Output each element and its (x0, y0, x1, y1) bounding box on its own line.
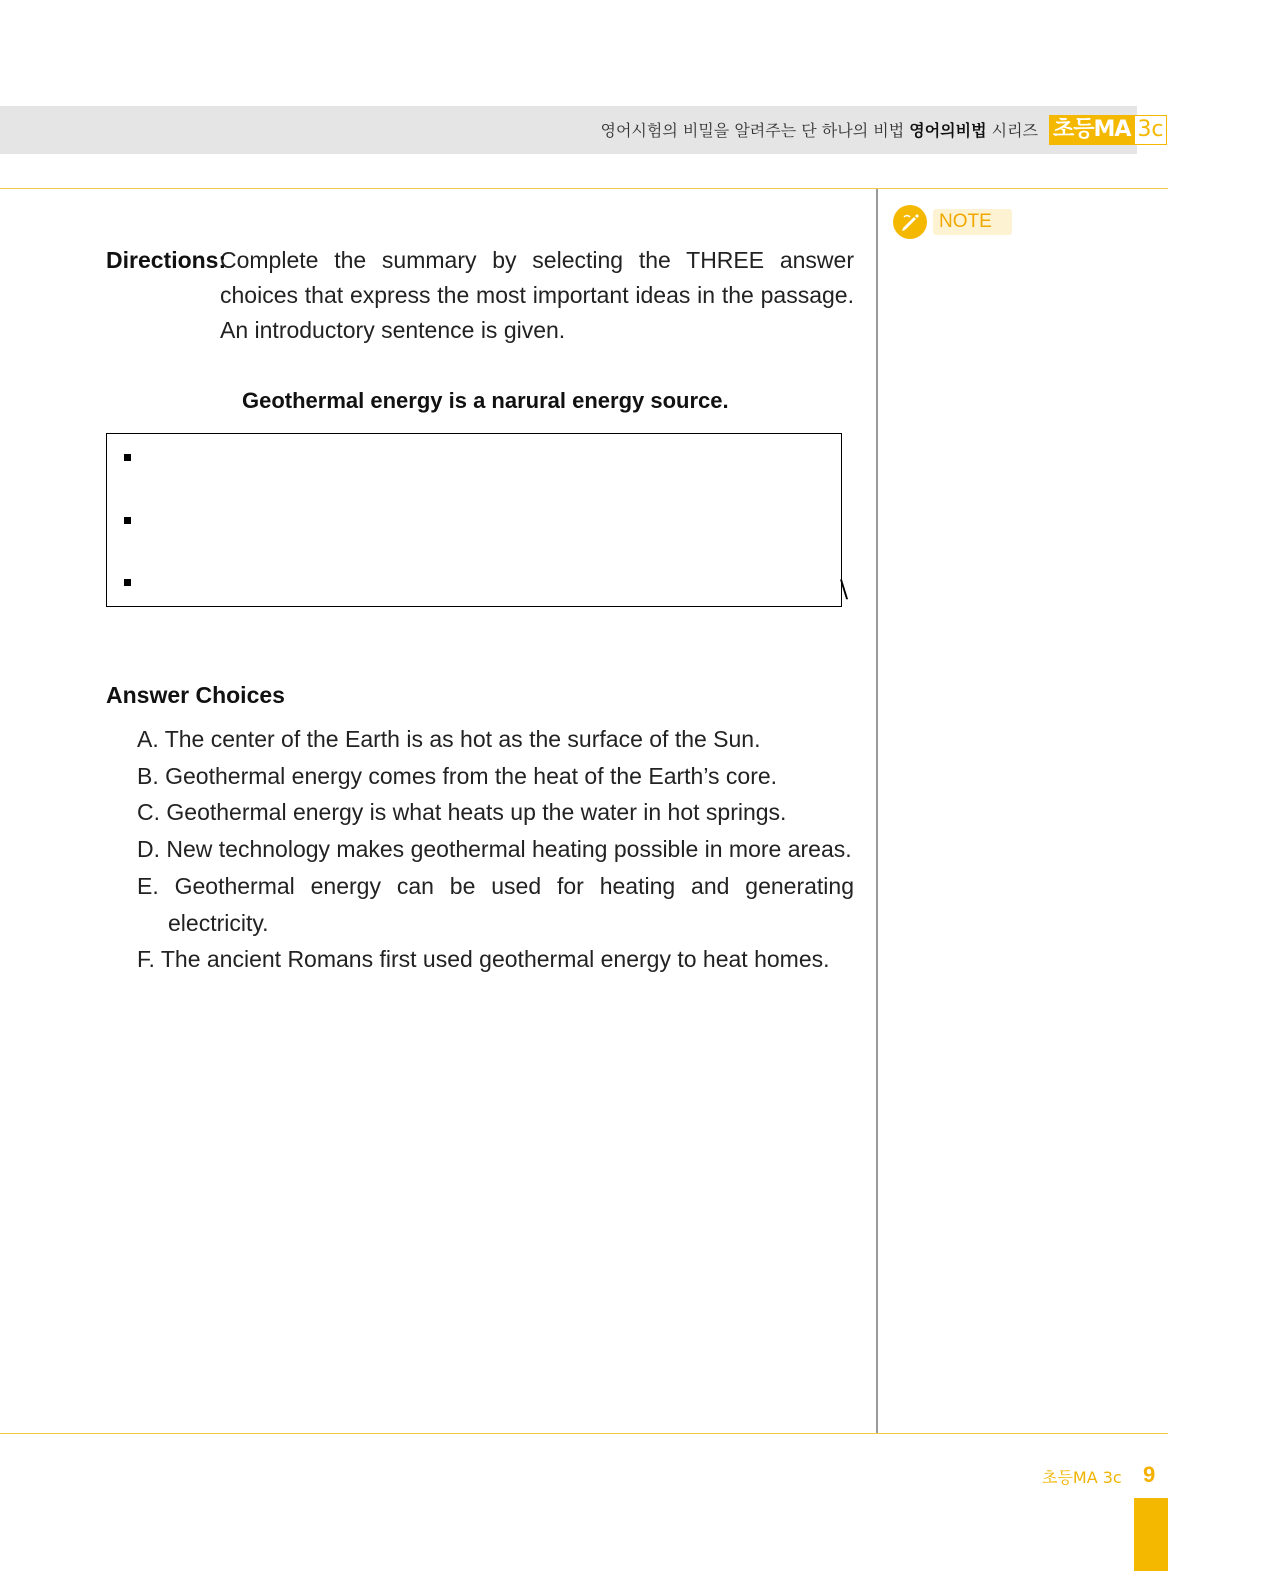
page-tab (1134, 1498, 1168, 1571)
footer-brand: 초등MA 3c (1042, 1468, 1122, 1487)
brand-logo (1049, 115, 1167, 145)
choice-a[interactable]: A. The center of the Earth is as hot as the surface of the Sun. (137, 726, 761, 752)
choice-f[interactable]: F. The ancient Romans first used geothermal energy to heat homes. (137, 946, 830, 973)
series-title-post: 시리즈 (986, 121, 1038, 140)
summary-bullet-2[interactable] (124, 517, 131, 524)
note-section (893, 205, 1012, 239)
pencil-icon (893, 205, 927, 239)
choice-c[interactable]: C. Geothermal energy is what heats up the water in hot springs. (137, 799, 787, 826)
intro-sentence: Geothermal energy is a narural energy source. (242, 388, 729, 413)
summary-box[interactable] (106, 433, 842, 607)
directions-label: Directions: (106, 247, 227, 273)
choice-e-continued[interactable]: electricity. (168, 909, 269, 936)
box-mark: \ (840, 575, 849, 603)
brand-main: 초등MA (1049, 115, 1134, 145)
summary-bullet-1[interactable] (124, 454, 131, 461)
brand-sub: 3c (1134, 115, 1166, 145)
answer-choices-list (137, 721, 854, 978)
choice-b[interactable]: B. Geothermal energy comes from the heat of the Earth’s core. (137, 762, 778, 789)
directions (106, 243, 854, 348)
note-label: NOTE (933, 209, 1012, 235)
top-rule (0, 188, 1168, 189)
column-divider (876, 189, 878, 1433)
bottom-rule (0, 1433, 1168, 1434)
page-number: 9 (1143, 1462, 1156, 1487)
series-title-pre: 영어시험의 비밀을 알려주는 단 하나의 비법 (600, 121, 910, 140)
choice-d[interactable]: D. New technology makes geothermal heating possible in more areas. (137, 836, 852, 863)
series-title (601, 118, 1038, 141)
directions-text: Complete the summary by selecting the THREE answer choices that express the most important ideas in the passage. An introductory sentence is given. (220, 247, 854, 343)
summary-bullet-3[interactable] (124, 579, 131, 586)
choice-e[interactable]: E. Geothermal energy can be used for heating and generating (137, 872, 854, 899)
answer-choices-heading: Answer Choices (106, 682, 285, 708)
series-title-bold: 영어의비법 (909, 121, 987, 140)
